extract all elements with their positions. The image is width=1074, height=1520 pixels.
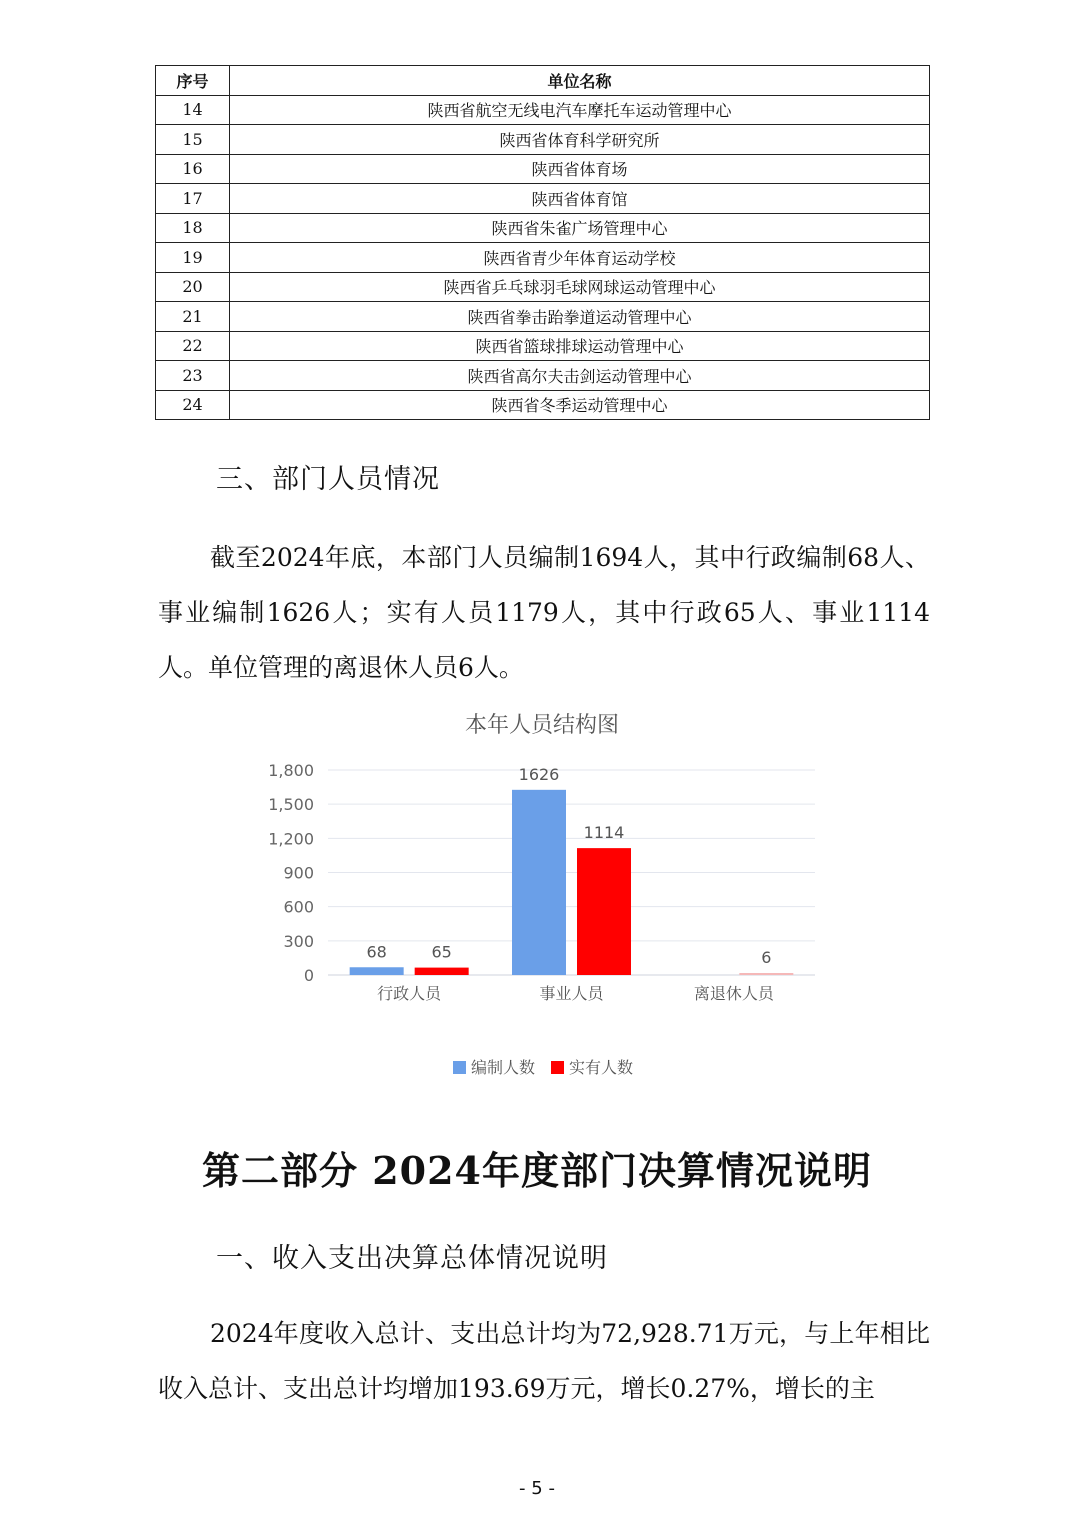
unit-name-cell: 陕西省体育场 — [230, 154, 930, 184]
table-row — [156, 361, 930, 391]
part-two-title: 第二部分 2024年度部门决算情况说明 — [202, 1148, 872, 1193]
chart-gridlines — [328, 770, 815, 975]
staff-paragraph — [158, 530, 930, 695]
legend-swatch — [551, 1061, 564, 1074]
table-row — [156, 95, 930, 125]
chart-bars — [350, 765, 794, 975]
row-index-cell: 18 — [156, 213, 230, 243]
legend-label: 编制人数 — [471, 1058, 536, 1077]
bar-value-label: 1114 — [583, 823, 625, 843]
bar-authorized — [350, 967, 404, 975]
row-index-cell: 17 — [156, 184, 230, 214]
staff-structure-chart — [240, 700, 840, 1100]
unit-name-cell: 陕西省朱雀广场管理中心 — [230, 213, 930, 243]
unit-name-cell: 陕西省篮球排球运动管理中心 — [230, 331, 930, 361]
table-row — [156, 154, 930, 184]
unit-name-cell: 陕西省高尔夫击剑运动管理中心 — [230, 361, 930, 391]
y-tick-label: 300 — [283, 931, 314, 951]
x-category-label: 行政人员 — [377, 984, 442, 1003]
table-header-row — [156, 66, 930, 96]
table-row — [156, 213, 930, 243]
table-row — [156, 125, 930, 155]
income-expense-paragraph — [158, 1306, 930, 1416]
table-body — [156, 95, 930, 420]
header-index: 序号 — [156, 66, 230, 96]
unit-name-cell: 陕西省青少年体育运动学校 — [230, 243, 930, 273]
units-table — [155, 65, 930, 420]
income-expense-text: 2024年度收入总计、支出总计均为72,928.71万元，与上年相比收入总计、支出总计均增加193.69万元，增长0.27%，增长的主 — [158, 1319, 930, 1403]
x-category-label: 事业人员 — [539, 984, 604, 1003]
bar-actual — [415, 968, 469, 975]
y-tick-label: 900 — [283, 863, 314, 883]
table-row — [156, 331, 930, 361]
unit-name-cell: 陕西省冬季运动管理中心 — [230, 390, 930, 420]
chart-title: 本年人员结构图 — [464, 713, 620, 738]
y-tick-label: 1,500 — [268, 795, 314, 815]
row-index-cell: 20 — [156, 272, 230, 302]
table-row — [156, 184, 930, 214]
row-index-cell: 24 — [156, 390, 230, 420]
y-tick-label: 600 — [283, 897, 314, 917]
table-row — [156, 243, 930, 273]
row-index-cell: 15 — [156, 125, 230, 155]
section-heading: 三、部门人员情况 — [216, 464, 440, 495]
x-category-label: 离退休人员 — [693, 984, 774, 1003]
bar-value-label: 1626 — [518, 764, 560, 784]
bar-value-label: 6 — [761, 948, 772, 967]
page-number: - 5 - — [519, 1478, 555, 1499]
table-row — [156, 302, 930, 332]
table-row — [156, 272, 930, 302]
staff-paragraph-text: 截至2024年底，本部门人员编制1694人，其中行政编制68人、事业编制1626人；实有人员1179人，其中行政65人、事业1114人。单位管理的离退休人员6人。 — [158, 543, 930, 682]
y-tick-label: 1,800 — [268, 761, 314, 780]
row-index-cell: 22 — [156, 331, 230, 361]
y-tick-label: 1,200 — [268, 829, 314, 849]
chart-y-ticks — [268, 761, 314, 985]
row-index-cell: 21 — [156, 302, 230, 332]
bar-actual — [739, 973, 793, 975]
row-index-cell: 23 — [156, 361, 230, 391]
unit-name-cell: 陕西省体育科学研究所 — [230, 125, 930, 155]
unit-name-cell: 陕西省拳击跆拳道运动管理中心 — [230, 302, 930, 332]
bar-authorized — [512, 790, 566, 975]
unit-name-cell: 陕西省体育馆 — [230, 184, 930, 214]
row-index-cell: 14 — [156, 95, 230, 125]
unit-name-cell: 陕西省航空无线电汽车摩托车运动管理中心 — [230, 95, 930, 125]
row-index-cell: 19 — [156, 243, 230, 273]
bar-actual — [577, 848, 631, 975]
income-expense-heading: 一、收入支出决算总体情况说明 — [216, 1243, 608, 1274]
legend-label: 实有人数 — [569, 1058, 634, 1077]
header-unit-name: 单位名称 — [230, 66, 930, 96]
unit-name-cell: 陕西省乒乓球羽毛球网球运动管理中心 — [230, 272, 930, 302]
table-row — [156, 390, 930, 420]
bar-value-label: 68 — [366, 942, 387, 962]
y-tick-label: 0 — [303, 966, 314, 985]
row-index-cell: 16 — [156, 154, 230, 184]
legend-swatch — [453, 1061, 466, 1074]
bar-value-label: 65 — [431, 942, 452, 962]
chart-legend — [453, 1058, 633, 1077]
chart-x-categories — [377, 984, 775, 1003]
